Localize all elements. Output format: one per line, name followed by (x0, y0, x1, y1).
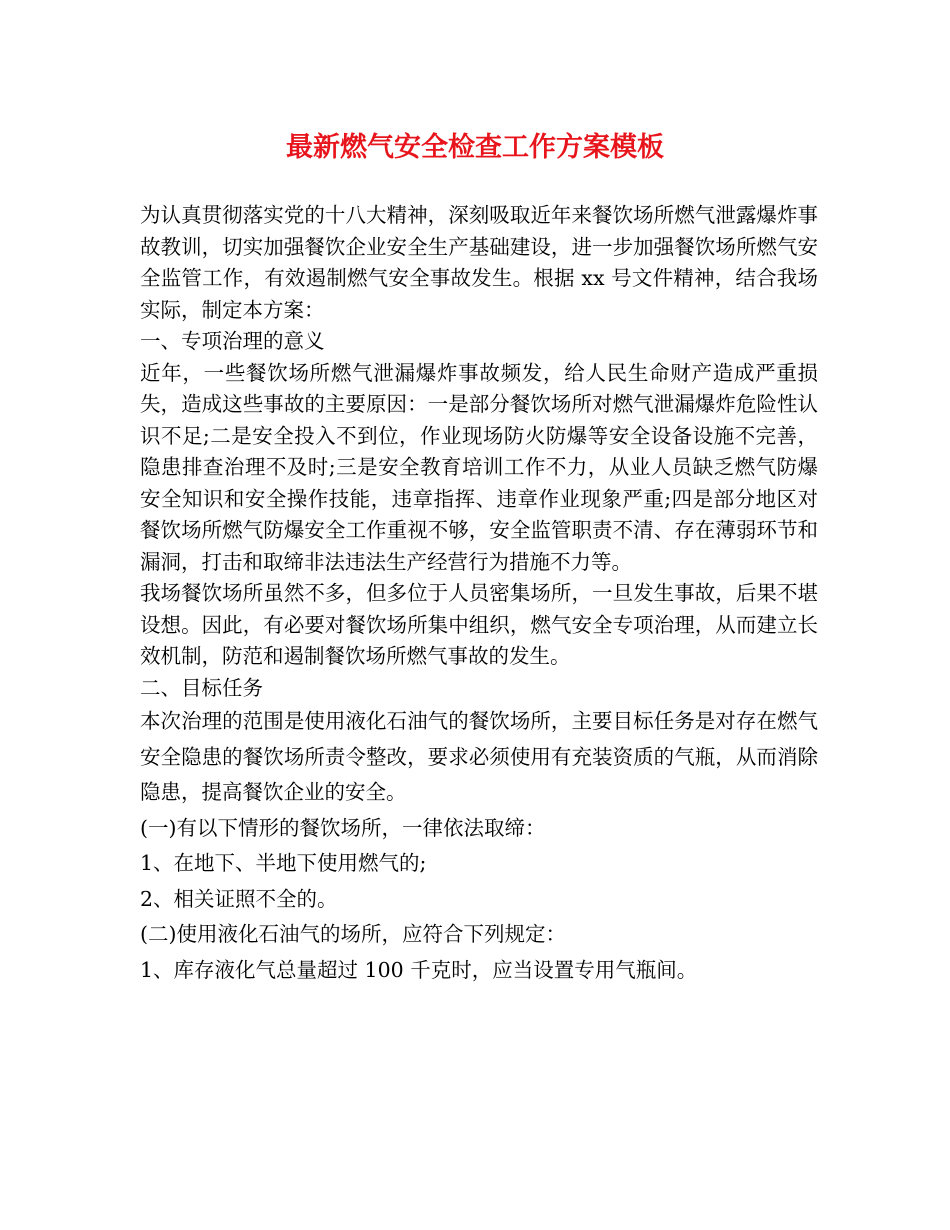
subsection-ban-heading: (一)有以下情形的餐饮场所，一律依法取缔： (140, 815, 546, 840)
subsection-rules-heading: (二)使用液化石油气的场所，应符合下列规定： (140, 922, 566, 946)
ban-item-1: 1、在地下、半地下使用燃气的; (140, 851, 427, 875)
causes-paragraph: 近年，一些餐饮场所燃气泄漏爆炸事故频发，给人民生命财产造成严重损失，造成这些事故的主要原因：一是部分餐饮场所对燃气泄漏爆炸危险性认识不足;二是安全投入不到位，作业现场防火防爆等安全设备设施不完善，隐患排查治理不及时;三是安全教育培训工作不力，从业人员缺乏燃气防爆安全知识和安全操作技能，违章指挥、违章作业现象严重;四是部分地区对餐饮场所燃气防爆安全工作重视不够，安全监管职责不清、存在薄弱环节和漏洞，打击和取缔非法违法生产经营行为措施不力等。 (140, 360, 818, 574)
scope-paragraph: 本次治理的范围是使用液化石油气的餐饮场所，主要目标任务是对存在燃气安全隐患的餐饮场所责令整改，要求必须使用有充装资质的气瓶，从而消除隐患，提高餐饮企业的安全。 (140, 709, 818, 804)
section-heading-goals: 二、目标任务 (140, 675, 263, 700)
ban-item-2: 2、相关证照不全的。 (140, 886, 338, 911)
document-title: 最新燃气安全检查工作方案模板 (286, 132, 664, 163)
rule-item-1: 1、库存液化气总量超过 100 千克时，应当设置专用气瓶间。 (140, 957, 698, 982)
document-body (140, 200, 818, 988)
intro-paragraph: 为认真贯彻落实党的十八大精神，深刻吸取近年来餐饮场所燃气泄露爆炸事故教训，切实加强餐饮企业安全生产基础建设，进一步加强餐饮场所燃气安全监管工作，有效遏制燃气安全事故发生。根据 xx 号文件精神，结合我场实际，制定本方案： (140, 203, 818, 322)
section-heading-significance: 一、专项治理的意义 (140, 329, 325, 353)
necessity-paragraph: 我场餐饮场所虽然不多，但多位于人员密集场所，一旦发生事故，后果不堪设想。因此，有必要对餐饮场所集中组织，燃气安全专项治理，从而建立长效机制，防范和遏制餐饮场所燃气事故的发生。 (140, 581, 818, 668)
